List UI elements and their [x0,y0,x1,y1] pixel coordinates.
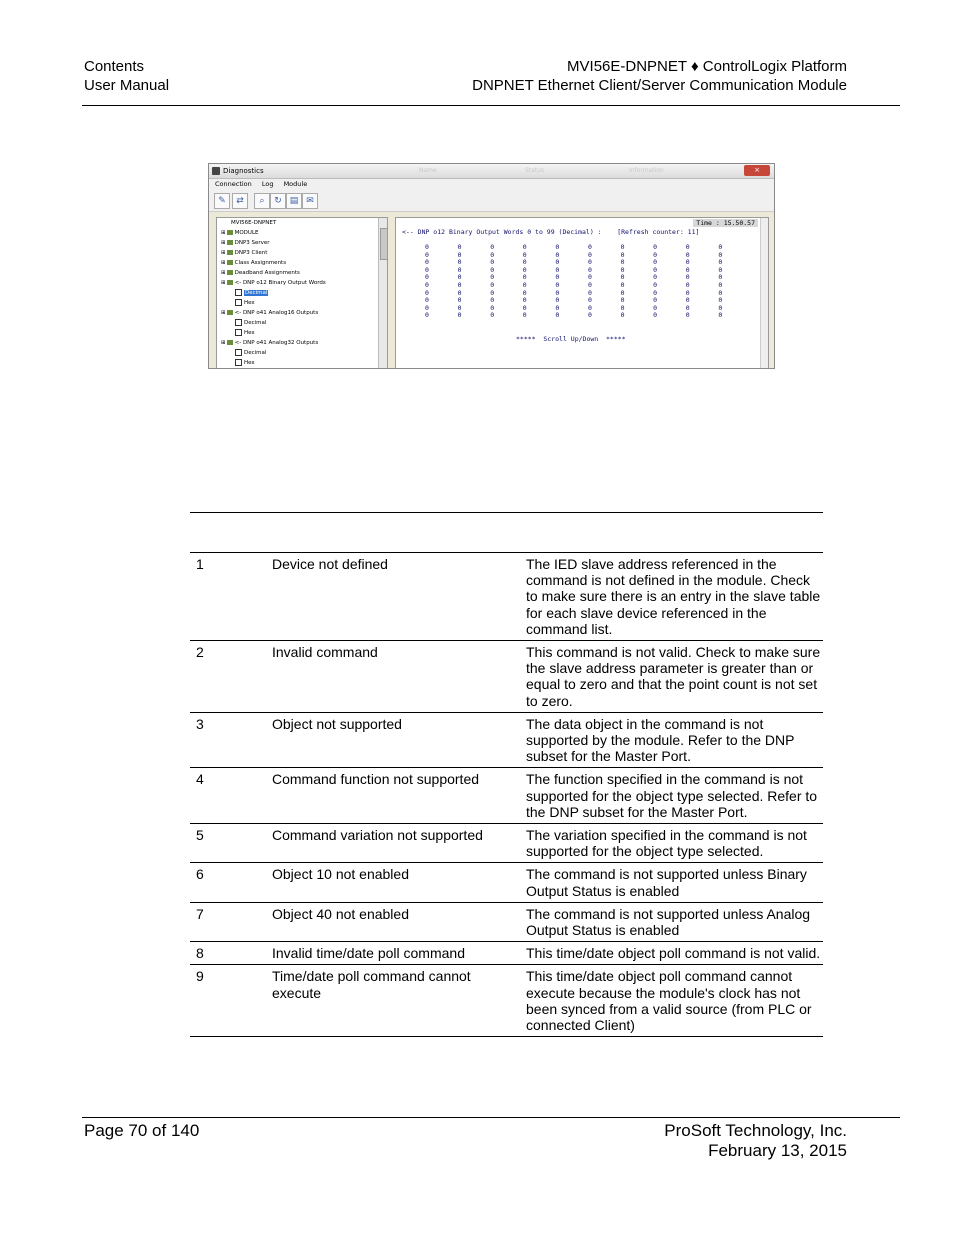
header-section: Contents [84,58,145,75]
error-code: 2 [196,644,204,661]
close-icon[interactable]: × [744,165,770,176]
grid-value: 0 [457,258,462,267]
open-log-icon[interactable]: ✉ [302,193,318,209]
grid-value: 0 [522,288,527,297]
error-description: The command is not supported unless Analog Output Status is enabled [526,905,811,939]
disconnect-icon[interactable]: ✎ [214,193,230,209]
grid-value: 0 [653,243,658,251]
tree-item-label: Hex [244,330,255,336]
header-module: DNPNET Ethernet Client/Server Communication Module [472,77,847,94]
grid-value: 0 [522,258,527,267]
footer-rule [82,1117,900,1118]
error-code: 5 [196,827,204,844]
grid-value: 0 [457,265,462,274]
tree-item[interactable] [217,248,387,258]
network-node-icon [227,310,233,315]
grid-value: 0 [522,296,527,305]
table-row [190,713,823,769]
grid-value: 0 [620,303,625,312]
grid-value: 0 [587,303,592,312]
error-description: The IED slave address referenced in the command is not defined in the module. Check to make sure there is an entry in the slave table for each slave device referenced in the command list. [526,556,821,637]
grid-value: 0 [522,280,527,289]
error-code: 3 [196,715,204,732]
grid-value: 0 [490,288,495,297]
tree-item-label: Decimal [245,290,268,296]
grid-value: 0 [685,273,690,282]
error-name: Object not supported [272,715,402,732]
document-icon [235,329,242,336]
ghost-tab-status: Status [525,167,545,174]
network-node-icon [227,280,233,285]
window-titlebar [209,164,774,179]
expand-icon[interactable]: ⊞ [221,240,226,246]
scrollbar-thumb[interactable] [380,228,388,260]
tree-scrollbar[interactable] [378,218,387,369]
grid-value: 0 [587,265,592,274]
grid-value: 0 [620,288,625,297]
grid-value: 0 [685,258,690,267]
grid-value: 0 [718,311,723,320]
tree-item[interactable] [217,298,387,308]
grid-value: 0 [457,311,462,320]
tree-item[interactable] [217,358,387,368]
grid-value: 0 [457,243,462,251]
grid-value: 0 [685,280,690,289]
grid-value: 0 [587,280,592,289]
grid-value: 0 [555,273,560,282]
error-code-table [190,512,823,1037]
error-description: The function specified in the command is not supported for the object type selected. Refer to the DNP subset for the Master Port. [526,771,818,820]
table-row [190,942,823,965]
grid-value: 0 [425,296,429,305]
grid-value: 0 [620,265,625,274]
grid-value: 0 [490,273,495,282]
grid-value: 0 [620,258,625,267]
tree-item-label: DNP3 Client [234,250,268,256]
grid-value: 0 [490,303,495,312]
error-code: 7 [196,905,204,922]
grid-value: 0 [685,296,690,305]
menu-log[interactable]: Log [261,180,274,188]
grid-value: 0 [718,288,723,297]
grid-value: 0 [425,303,429,312]
network-node-icon [227,270,233,275]
tree-item-label: <- DNP o12 Binary Output Words [234,280,326,286]
tree-item-label: Hex [244,360,255,366]
grid-value: 0 [457,280,462,289]
header-rule [82,105,900,106]
grid-value: 0 [587,250,592,259]
diagnostics-tree [216,217,388,369]
tree-item[interactable] [217,228,387,238]
grid-value: 0 [653,303,658,312]
document-icon [235,349,242,356]
document-icon [235,299,242,306]
grid-value: 0 [653,311,658,320]
grid-value: 0 [522,303,527,312]
diagnostics-window-screenshot [208,163,775,369]
grid-value: 0 [425,265,429,274]
grid-value: 0 [522,250,527,259]
grid-value: 0 [490,296,495,305]
header-right [472,57,847,95]
search-icon[interactable]: ⌕ [254,193,270,209]
error-description: This time/date object poll command cannot execute because the module's clock has not been synced from a valid source (from PLC or connected Client) [526,968,812,1034]
error-name: Device not defined [272,556,388,572]
tree-item-label: MVI56E-DNPNET [231,220,277,226]
grid-value: 0 [718,258,723,267]
grid-value: 0 [587,311,592,320]
header-left [84,57,169,95]
table-header-row [190,512,823,553]
menu-module[interactable]: Module [283,180,308,188]
error-name: Invalid time/date poll command [272,945,465,962]
tree-item[interactable] [217,258,387,268]
grid-value: 0 [718,265,723,274]
error-description: The variation specified in the command is not supported for the object type selected. [526,827,807,860]
output-value-grid [425,244,751,320]
table-row [190,903,823,942]
app-icon [212,167,220,175]
grid-value: 0 [457,273,462,282]
network-node-icon [227,230,233,235]
tree-item[interactable] [217,328,387,338]
error-code: 4 [196,771,204,788]
grid-value: 0 [620,250,625,259]
grid-value: 0 [425,288,429,297]
table-row [190,553,823,641]
grid-value: 0 [555,258,560,267]
expand-icon[interactable]: ⊞ [221,230,226,236]
refresh-icon[interactable]: ↻ [270,193,286,209]
grid-value: 0 [718,250,723,259]
header-product: MVI56E-DNPNET ♦ ControlLogix Platform [567,58,847,75]
network-node-icon [227,240,233,245]
grid-value: 0 [653,265,658,274]
grid-value: 0 [555,280,560,289]
grid-value: 0 [587,288,592,297]
grid-value: 0 [490,250,495,259]
grid-value: 0 [620,243,625,251]
grid-value: 0 [685,250,690,259]
grid-value: 0 [653,273,658,282]
grid-value: 0 [587,296,592,305]
grid-value: 0 [522,243,527,251]
grid-value: 0 [555,288,560,297]
grid-value: 0 [685,288,690,297]
grid-value: 0 [457,288,462,297]
grid-value: 0 [555,265,560,274]
error-code: 9 [196,968,204,985]
table-row [190,824,823,863]
grid-value: 0 [653,296,658,305]
expand-icon[interactable]: ⊞ [221,340,226,346]
grid-value: 0 [425,273,429,282]
tree-item-label: Class Assignments [234,260,287,266]
grid-value: 0 [685,265,690,274]
grid-value: 0 [522,273,527,282]
table-body [190,553,823,1037]
error-description: This time/date object poll command is not valid. [526,945,821,962]
grid-value: 0 [457,296,462,305]
ghost-tab-information: Information [629,167,664,174]
grid-row [425,312,751,320]
table-row [190,863,823,902]
grid-value: 0 [653,258,658,267]
footer-right [664,1121,847,1161]
grid-value: 0 [490,265,495,274]
grid-value: 0 [490,311,495,320]
grid-value: 0 [555,296,560,305]
grid-value: 0 [685,243,690,251]
tree-item-label: <- DNP o41 Analog16 Outputs [234,310,319,316]
grid-value: 0 [718,303,723,312]
grid-value: 0 [718,273,723,282]
tree-item-label: <- DNP o41 Analog32 Outputs [234,340,319,346]
grid-value: 0 [425,311,429,320]
tree-item-label: DNP3 Server [234,240,270,246]
grid-value: 0 [490,243,495,251]
error-description: This command is not valid. Check to make sure the slave address parameter is greater than or equal to zero and that the point count is not set to zero. [526,644,821,709]
error-description: The command is not supported unless Binary Output Status is enabled [526,866,807,899]
tree-item[interactable] [217,338,387,348]
grid-value: 0 [587,258,592,267]
grid-value: 0 [653,288,658,297]
error-code: 8 [196,945,204,962]
footer-page: Page 70 of 140 [84,1121,200,1140]
grid-value: 0 [555,303,560,312]
expand-icon[interactable]: ⊞ [221,260,226,266]
menu-connection[interactable]: Connection [215,180,252,188]
expand-icon[interactable]: ⊞ [221,310,226,316]
grid-value: 0 [620,280,625,289]
document-icon [235,319,242,326]
grid-value: 0 [685,311,690,320]
grid-value: 0 [425,250,429,259]
tree-item[interactable] [217,308,387,318]
grid-value: 0 [457,303,462,312]
tree-item[interactable] [217,268,387,278]
error-name: Invalid command [272,644,378,661]
grid-value: 0 [620,311,625,320]
menu-bar [209,179,774,189]
error-name: Command variation not supported [272,827,483,844]
grid-value: 0 [425,280,429,289]
grid-value: 0 [718,296,723,305]
expand-icon[interactable]: ⊞ [221,270,226,276]
toolbar [209,189,774,212]
grid-value: 0 [718,243,723,251]
footer-company: ProSoft Technology, Inc. [664,1121,847,1140]
document-icon [235,359,242,366]
network-node-icon [227,260,233,265]
grid-value: 0 [522,311,527,320]
ghost-tab-name: Name [419,167,437,174]
document-icon [235,289,242,296]
expand-icon[interactable]: ⊞ [221,280,226,286]
footer-date: February 13, 2015 [708,1141,847,1160]
error-name: Time/date poll command cannot execute [272,968,471,1001]
output-scrollbar[interactable] [760,218,768,369]
header-doc-type: User Manual [84,77,170,94]
tree-item[interactable] [217,278,387,288]
tree-item-label: Deadband Assignments [234,270,300,276]
output-title: <-- DNP o12 Binary Output Words 0 to 99 (Decimal) : [Refresh counter: 11] [402,228,700,236]
save-log-icon[interactable]: ▤ [286,193,302,209]
grid-value: 0 [718,280,723,289]
grid-value: 0 [457,250,462,259]
grid-value: 0 [555,250,560,259]
grid-value: 0 [555,311,560,320]
grid-value: 0 [425,243,429,251]
error-name: Object 40 not enabled [272,905,409,922]
grid-value: 0 [555,243,560,251]
grid-value: 0 [490,258,495,267]
table-row [190,641,823,713]
grid-value: 0 [685,303,690,312]
scroll-message: ***** Scroll Up/Down ***** [516,335,626,343]
grid-value: 0 [425,258,429,267]
tree-item[interactable] [217,238,387,248]
tree-item[interactable] [217,218,387,228]
error-name: Command function not supported [272,771,480,788]
error-code: 6 [196,866,204,883]
grid-value: 0 [653,280,658,289]
window-title: Diagnostics [223,167,264,175]
grid-value: 0 [620,273,625,282]
connect-icon[interactable]: ⇄ [232,193,248,209]
tree-item[interactable] [217,288,387,298]
tree-item[interactable] [217,318,387,328]
time-readout: Time : 15.50.57 [693,219,758,227]
table-row [190,768,823,824]
tree-item-label: MODULE [234,230,259,236]
network-node-icon [227,250,233,255]
grid-value: 0 [620,296,625,305]
grid-value: 0 [522,265,527,274]
error-code: 1 [196,556,204,572]
diagnostics-output-panel [395,217,769,369]
expand-icon[interactable]: ⊞ [221,250,226,256]
grid-value: 0 [587,273,592,282]
tree-item-label: Decimal [244,320,267,326]
tree-item-label: Hex [244,300,255,306]
grid-value: 0 [653,250,658,259]
error-name: Object 10 not enabled [272,866,409,883]
network-node-icon [227,340,233,345]
tree-item[interactable] [217,348,387,358]
tree-item-label: Decimal [244,350,267,356]
grid-value: 0 [490,280,495,289]
error-description: The data object in the command is not supported by the module. Refer to the DNP subset for the Master Port. [526,715,795,765]
grid-value: 0 [587,243,592,251]
table-row [190,965,823,1037]
